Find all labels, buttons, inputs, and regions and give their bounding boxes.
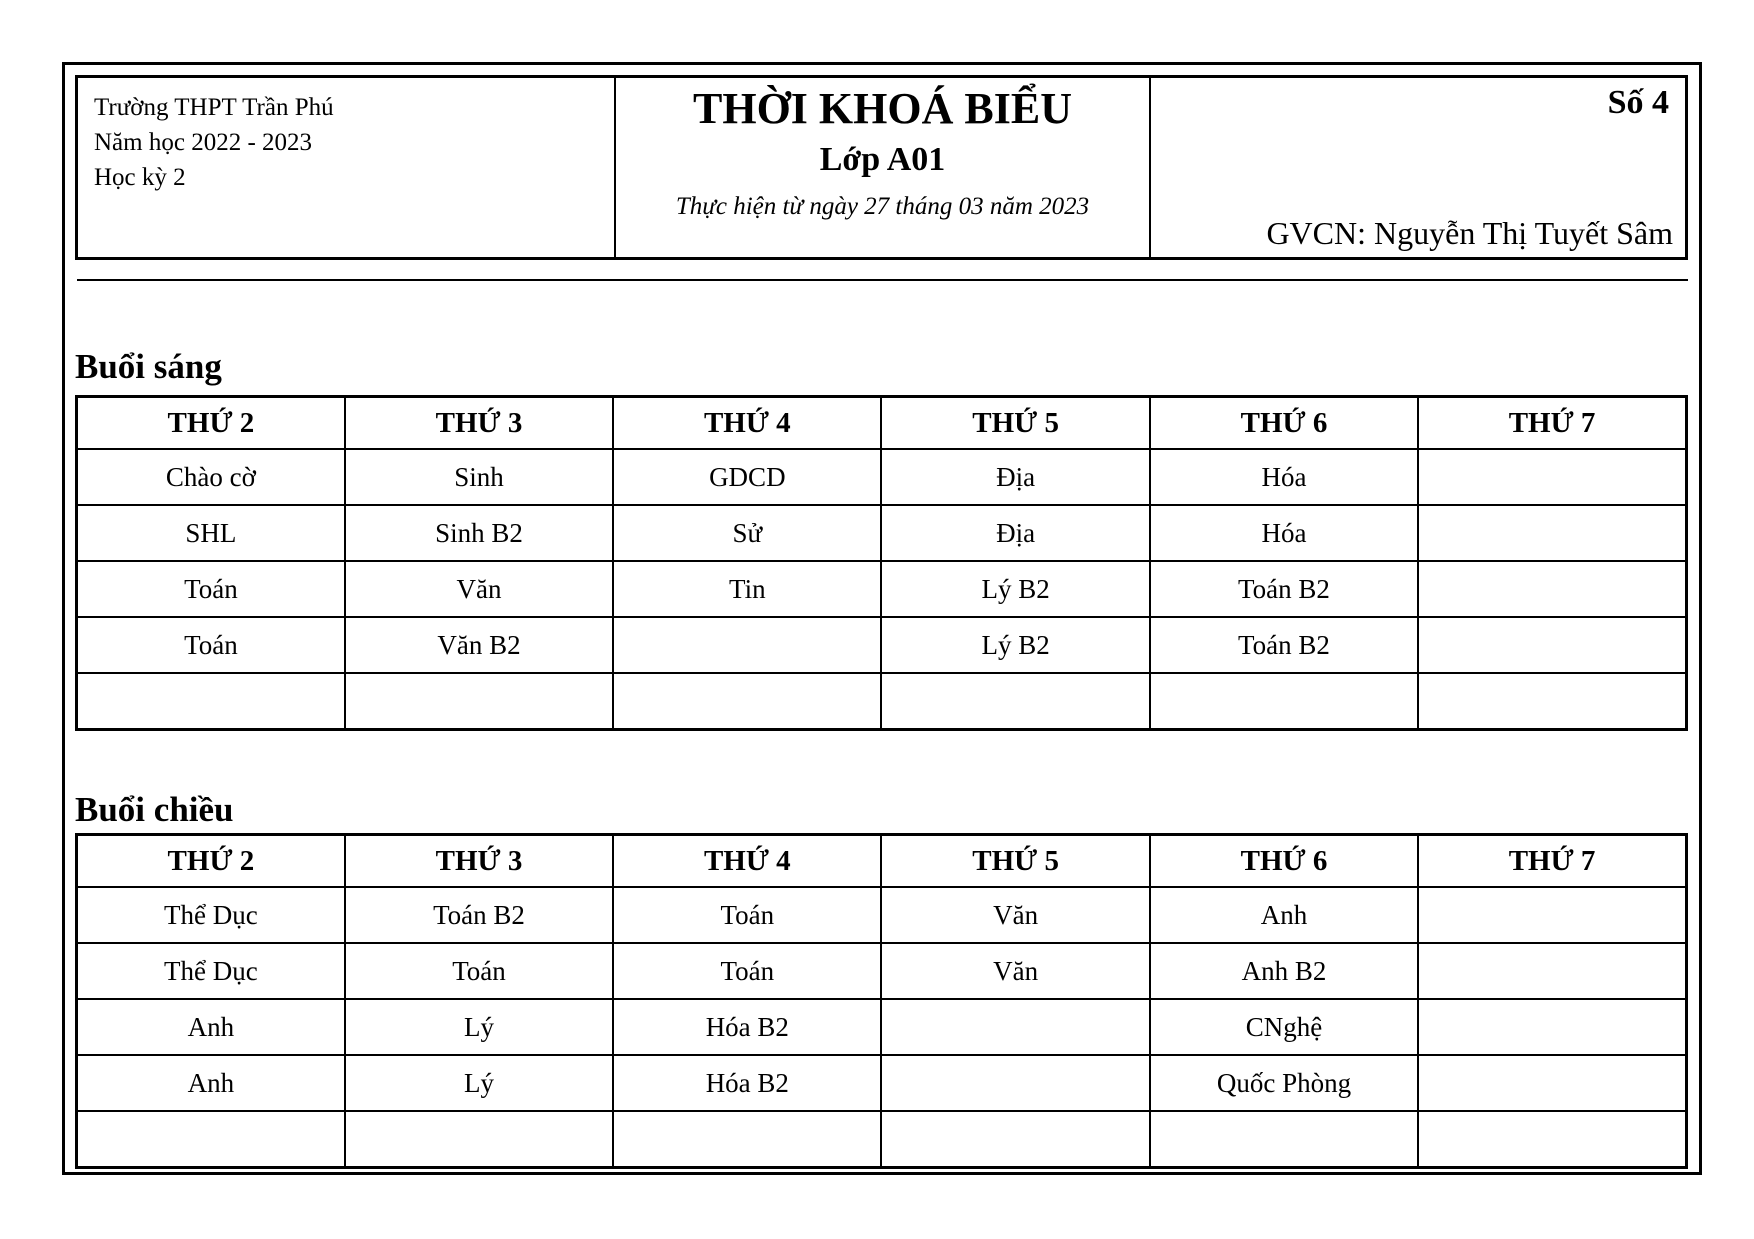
day-header: THỨ 7 bbox=[1418, 835, 1686, 888]
timetable-cell bbox=[1418, 617, 1686, 673]
day-header: THỨ 4 bbox=[613, 397, 881, 450]
timetable-cell: Văn bbox=[881, 943, 1149, 999]
timetable-cell: Văn bbox=[881, 887, 1149, 943]
timetable-title: THỜI KHOÁ BIỂU bbox=[693, 84, 1072, 133]
timetable-row bbox=[77, 617, 1687, 673]
timetable-cell: Toán bbox=[345, 943, 613, 999]
timetable-cell bbox=[881, 1111, 1149, 1168]
timetable-cell: Anh B2 bbox=[1150, 943, 1418, 999]
timetable-cell bbox=[1418, 561, 1686, 617]
timetable-cell: Địa bbox=[881, 505, 1149, 561]
morning-day-header-row bbox=[77, 397, 1687, 450]
day-header: THỨ 5 bbox=[881, 835, 1149, 888]
timetable-cell: Văn B2 bbox=[345, 617, 613, 673]
timetable-cell bbox=[1418, 505, 1686, 561]
timetable-cell: SHL bbox=[77, 505, 345, 561]
timetable-cell: Toán bbox=[77, 617, 345, 673]
timetable-cell: Quốc Phòng bbox=[1150, 1055, 1418, 1111]
homeroom-teacher: GVCN: Nguyễn Thị Tuyết Sâm bbox=[1266, 215, 1673, 251]
timetable-cell bbox=[613, 673, 881, 730]
timetable-cell bbox=[1418, 1055, 1686, 1111]
timetable-cell: CNghệ bbox=[1150, 999, 1418, 1055]
timetable-cell: Hóa bbox=[1150, 449, 1418, 505]
header bbox=[75, 75, 1688, 260]
timetable-cell: Địa bbox=[881, 449, 1149, 505]
timetable-cell: Thể Dục bbox=[77, 887, 345, 943]
day-header: THỨ 5 bbox=[881, 397, 1149, 450]
timetable-cell: Sinh B2 bbox=[345, 505, 613, 561]
timetable-row bbox=[77, 1111, 1687, 1168]
timetable-cell: Sử bbox=[613, 505, 881, 561]
day-header: THỨ 7 bbox=[1418, 397, 1686, 450]
timetable-cell bbox=[1418, 673, 1686, 730]
timetable-cell bbox=[345, 1111, 613, 1168]
timetable-cell bbox=[77, 1111, 345, 1168]
afternoon-timetable bbox=[75, 833, 1688, 1169]
timetable-cell bbox=[1418, 999, 1686, 1055]
header-divider bbox=[77, 279, 1688, 281]
timetable-row bbox=[77, 505, 1687, 561]
timetable-cell: Anh bbox=[1150, 887, 1418, 943]
timetable-cell: Sinh bbox=[345, 449, 613, 505]
afternoon-timetable-body bbox=[77, 887, 1687, 1168]
timetable-cell: Lý bbox=[345, 999, 613, 1055]
timetable-cell bbox=[1418, 1111, 1686, 1168]
timetable-cell bbox=[77, 673, 345, 730]
timetable-cell: Anh bbox=[77, 999, 345, 1055]
timetable-cell: Văn bbox=[345, 561, 613, 617]
class-name: Lớp A01 bbox=[819, 141, 946, 178]
timetable-cell: Lý B2 bbox=[881, 617, 1149, 673]
page-border bbox=[62, 62, 1702, 1175]
timetable-cell: Toán bbox=[613, 943, 881, 999]
afternoon-section-title: Buổi chiều bbox=[75, 790, 234, 829]
academic-year: Năm học 2022 - 2023 bbox=[94, 129, 313, 156]
timetable-row bbox=[77, 943, 1687, 999]
timetable-cell bbox=[1418, 943, 1686, 999]
school-info-box bbox=[78, 78, 614, 257]
timetable-cell: Thể Dục bbox=[77, 943, 345, 999]
semester: Học kỳ 2 bbox=[94, 164, 186, 191]
timetable-row bbox=[77, 1055, 1687, 1111]
timetable-cell bbox=[1418, 449, 1686, 505]
timetable-cell: Hóa B2 bbox=[613, 1055, 881, 1111]
timetable-cell: Toán bbox=[77, 561, 345, 617]
day-header: THỨ 6 bbox=[1150, 835, 1418, 888]
day-header: THỨ 2 bbox=[77, 397, 345, 450]
timetable-row bbox=[77, 999, 1687, 1055]
timetable-cell bbox=[1418, 887, 1686, 943]
timetable-cell: Toán B2 bbox=[1150, 561, 1418, 617]
timetable-cell: Anh bbox=[77, 1055, 345, 1111]
timetable-cell: Lý bbox=[345, 1055, 613, 1111]
meta-box bbox=[1149, 78, 1685, 257]
day-header: THỨ 3 bbox=[345, 835, 613, 888]
timetable-cell bbox=[1150, 673, 1418, 730]
timetable-cell bbox=[345, 673, 613, 730]
timetable-row bbox=[77, 673, 1687, 730]
timetable-cell bbox=[613, 617, 881, 673]
day-header: THỨ 3 bbox=[345, 397, 613, 450]
day-header-row bbox=[77, 397, 1687, 450]
timetable-cell bbox=[613, 1111, 881, 1168]
timetable-cell: Hóa B2 bbox=[613, 999, 881, 1055]
timetable-cell bbox=[881, 999, 1149, 1055]
school-name: Trường THPT Trần Phú bbox=[94, 94, 334, 121]
timetable-cell bbox=[1150, 1111, 1418, 1168]
morning-timetable-body bbox=[77, 449, 1687, 730]
timetable-row bbox=[77, 561, 1687, 617]
day-header: THỨ 6 bbox=[1150, 397, 1418, 450]
title-box bbox=[614, 78, 1150, 257]
schedule-number: Số 4 bbox=[1607, 84, 1669, 121]
afternoon-day-header-row bbox=[77, 835, 1687, 888]
timetable-cell bbox=[881, 1055, 1149, 1111]
timetable-cell: Lý B2 bbox=[881, 561, 1149, 617]
morning-timetable bbox=[75, 395, 1688, 731]
timetable-cell: Chào cờ bbox=[77, 449, 345, 505]
timetable-cell bbox=[881, 673, 1149, 730]
effective-date: Thực hiện từ ngày 27 tháng 03 năm 2023 bbox=[675, 193, 1090, 220]
timetable-cell: Toán bbox=[613, 887, 881, 943]
timetable-row bbox=[77, 449, 1687, 505]
timetable-cell: Tin bbox=[613, 561, 881, 617]
day-header: THỨ 2 bbox=[77, 835, 345, 888]
timetable-row bbox=[77, 887, 1687, 943]
timetable-cell: GDCD bbox=[613, 449, 881, 505]
day-header-row bbox=[77, 835, 1687, 888]
day-header: THỨ 4 bbox=[613, 835, 881, 888]
timetable-cell: Toán B2 bbox=[1150, 617, 1418, 673]
timetable-cell: Toán B2 bbox=[345, 887, 613, 943]
timetable-cell: Hóa bbox=[1150, 505, 1418, 561]
morning-section-title: Buổi sáng bbox=[75, 347, 222, 386]
